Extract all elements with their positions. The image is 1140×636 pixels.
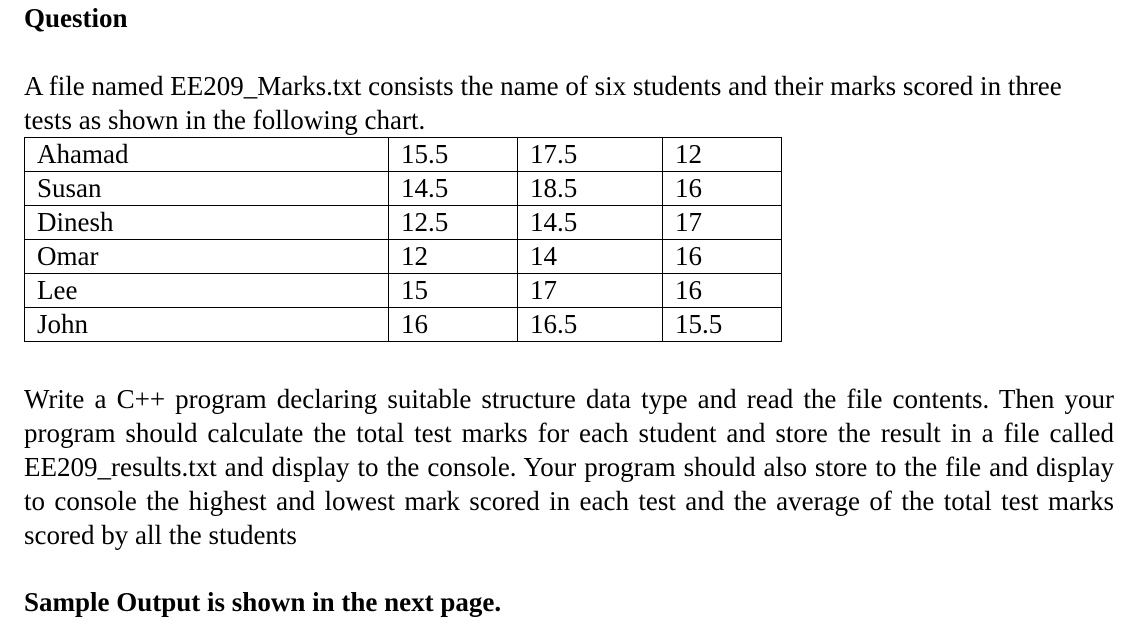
test1-mark-cell: 15 (389, 274, 518, 308)
test3-mark-cell: 16 (663, 274, 782, 308)
test3-mark-cell: 15.5 (663, 308, 782, 342)
task-paragraph: Write a C++ program declaring suitable structure data type and read the file contents. Then your program should calculate the total test marks for each student and store the result in a file called EE209_results.txt and display to the console. Your program should also store to the file and display to console the highest and lowest mark scored in each test and the average of the total test marks scored by all the students (24, 384, 1114, 550)
student-name-cell: Dinesh (25, 206, 389, 240)
test2-mark-cell: 18.5 (518, 172, 663, 206)
test3-mark-cell: 16 (663, 240, 782, 274)
test2-mark-cell: 14 (518, 240, 663, 274)
test3-mark-cell: 17 (663, 206, 782, 240)
test2-mark-cell: 17.5 (518, 138, 663, 172)
intro-paragraph: A file named EE209_Marks.txt consists the name of six students and their marks scored in three tests as shown in the following chart. (24, 71, 1062, 135)
student-name-cell: Omar (25, 240, 389, 274)
student-name-cell: Susan (25, 172, 389, 206)
table-row (25, 172, 782, 206)
student-name-cell: John (25, 308, 389, 342)
test2-mark-cell: 14.5 (518, 206, 663, 240)
test1-mark-cell: 14.5 (389, 172, 518, 206)
marks-table (24, 137, 782, 342)
sample-output-note: Sample Output is shown in the next page. (24, 587, 502, 617)
table-row (25, 138, 782, 172)
test1-mark-cell: 12.5 (389, 206, 518, 240)
test2-mark-cell: 17 (518, 274, 663, 308)
table-row (25, 240, 782, 274)
table-row (25, 308, 782, 342)
test1-mark-cell: 15.5 (389, 138, 518, 172)
test3-mark-cell: 12 (663, 138, 782, 172)
student-name-cell: Lee (25, 274, 389, 308)
test3-mark-cell: 16 (663, 172, 782, 206)
question-heading: Question (24, 3, 128, 33)
test2-mark-cell: 16.5 (518, 308, 663, 342)
table-row (25, 206, 782, 240)
test1-mark-cell: 16 (389, 308, 518, 342)
student-name-cell: Ahamad (25, 138, 389, 172)
test1-mark-cell: 12 (389, 240, 518, 274)
table-row (25, 274, 782, 308)
